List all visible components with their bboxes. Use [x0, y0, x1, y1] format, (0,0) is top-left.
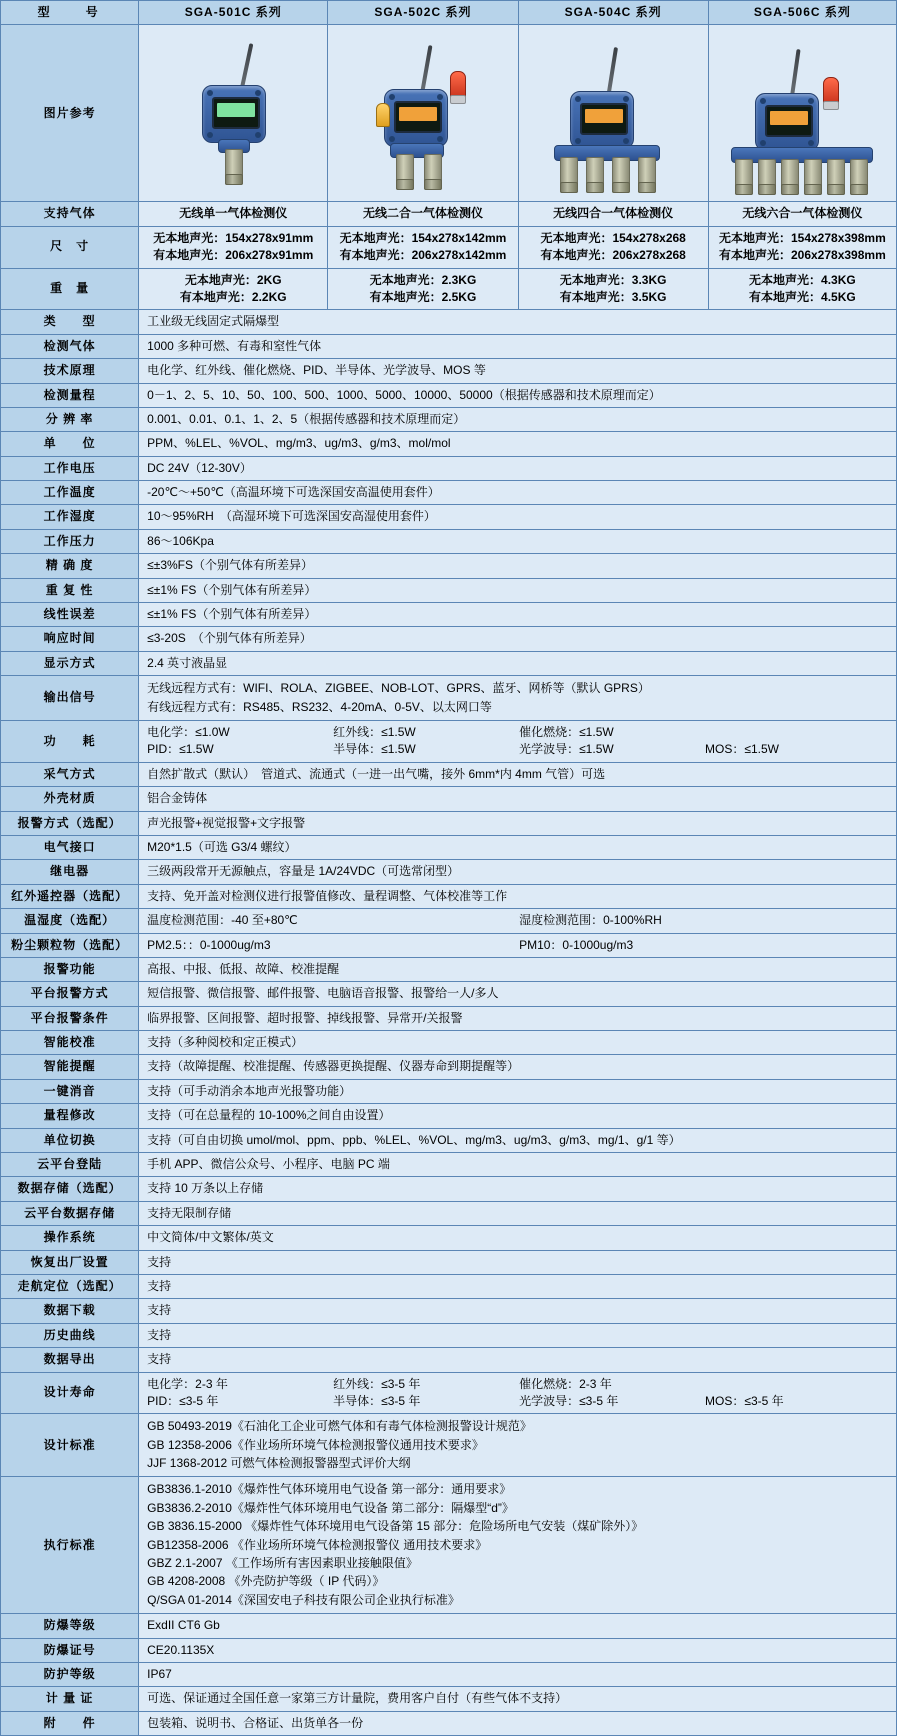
- table-row-platform-alarm-condition: [1, 1006, 897, 1030]
- row-label-ir-remote: 红外遥控器（选配）: [1, 884, 139, 908]
- dimensions-502c: 无本地声光：154x278x142mm 有本地声光：206x278x142mm: [328, 226, 518, 268]
- row-label-power: 功 耗: [1, 720, 139, 762]
- row-label-image: 图片参考: [1, 25, 139, 202]
- table-row-electrical-interface: [1, 835, 897, 859]
- table-row-models: [1, 1, 897, 25]
- row-label-supported-gas: 支持气体: [1, 202, 139, 226]
- row-label-range: 检测量程: [1, 383, 139, 407]
- dimensions-506c: 无本地声光：154x278x398mm 有本地声光：206x278x398mm: [708, 226, 896, 268]
- table-row-humidity: [1, 505, 897, 529]
- row-label-sampling: 采气方式: [1, 762, 139, 786]
- table-row-unit-switch: [1, 1128, 897, 1152]
- row-value-dust-option: PM2.5：：0-1000ug/m3 PM10：0-1000ug/m3: [139, 933, 897, 957]
- table-row-output-signal: [1, 676, 897, 721]
- sensor-probe: [638, 157, 656, 193]
- model-504c: SGA-504C 系列: [518, 1, 708, 25]
- row-label-platform-alarm-condition: 平台报警条件: [1, 1006, 139, 1030]
- table-row-ip-rating: [1, 1663, 897, 1687]
- row-value-os: 中文简体/中文繁体/英文: [139, 1226, 897, 1250]
- row-label-dust-option: 粉尘颗粒物（选配）: [1, 933, 139, 957]
- row-label-principle: 技术原理: [1, 359, 139, 383]
- table-row-images: [1, 25, 897, 202]
- row-label-history-curve: 历史曲线: [1, 1323, 139, 1347]
- weight-501c: 无本地声光：2KG 有本地声光：2.2KG: [139, 268, 328, 310]
- table-row-metrology-cert: [1, 1687, 897, 1711]
- table-row-linearity: [1, 603, 897, 627]
- sensor-probe: [225, 149, 243, 185]
- table-row-range-modify: [1, 1104, 897, 1128]
- table-row-accuracy: [1, 554, 897, 578]
- sensor-probe: [758, 159, 776, 195]
- row-value-cloud-storage: 支持无限制存储: [139, 1201, 897, 1225]
- row-value-detect-gas: 1000 多种可燃、有毒和窒性气体: [139, 334, 897, 358]
- device-illustration-4: [528, 33, 698, 193]
- model-501c: SGA-501C 系列: [139, 1, 328, 25]
- row-label-humidity: 工作湿度: [1, 505, 139, 529]
- row-value-housing: 铝合金铸体: [139, 787, 897, 811]
- weight-504c: 无本地声光：3.3KG 有本地声光：3.5KG: [518, 268, 708, 310]
- row-value-voltage: DC 24V（12-30V）: [139, 456, 897, 480]
- row-value-ir-remote: 支持、免开盖对检测仪进行报警值修改、量程调整、气体校准等工作: [139, 884, 897, 908]
- supported-gas-501c: 无线单一气体检测仪: [139, 202, 328, 226]
- table-row-os: [1, 1226, 897, 1250]
- table-row-temp-humidity-option: [1, 909, 897, 933]
- row-label-ex-rating: 防爆等级: [1, 1614, 139, 1638]
- table-row-data-export: [1, 1348, 897, 1372]
- supported-gas-502c: 无线二合一气体检测仪: [328, 202, 518, 226]
- weight-502c: 无本地声光：2.3KG 有本地声光：2.5KG: [328, 268, 518, 310]
- table-row-principle: [1, 359, 897, 383]
- row-label-accuracy: 精 确 度: [1, 554, 139, 578]
- row-value-range: 0－1、2、5、10、50、100、500、1000、5000、10000、50000（根据传感器和技术原理而定）: [139, 383, 897, 407]
- row-value-ex-cert: CE20.1135X: [139, 1638, 897, 1662]
- row-value-data-export: 支持: [139, 1348, 897, 1372]
- row-label-repeatability: 重 复 性: [1, 578, 139, 602]
- detector-head: [570, 91, 634, 149]
- row-label-data-storage: 数据存储（选配）: [1, 1177, 139, 1201]
- row-value-temperature: -20℃～+50℃（高温环境下可选深国安高温使用套件）: [139, 481, 897, 505]
- row-value-repeatability: ≤±1% FS（个别气体有所差异）: [139, 578, 897, 602]
- row-label-detect-gas: 检测气体: [1, 334, 139, 358]
- row-value-accuracy: ≤±3%FS（个别气体有所差异）: [139, 554, 897, 578]
- table-row-response-time: [1, 627, 897, 651]
- table-row-accessories: [1, 1711, 897, 1735]
- table-row-ex-rating: [1, 1614, 897, 1638]
- row-value-humidity: 10～95%RH （高湿环境下可选深国安高湿使用套件）: [139, 505, 897, 529]
- row-value-sampling: 自然扩散式（默认） 管道式、流通式（一进一出气嘴，接外 6mm*内 4mm 气管）可选: [139, 762, 897, 786]
- row-value-platform-alarm-condition: 临界报警、区间报警、超时报警、掉线报警、异常开/关报警: [139, 1006, 897, 1030]
- row-label-gps: 走航定位（选配）: [1, 1274, 139, 1298]
- row-value-range-modify: 支持（可在总量程的 10-100%之间自由设置）: [139, 1104, 897, 1128]
- row-value-factory-reset: 支持: [139, 1250, 897, 1274]
- row-value-principle: 电化学、红外线、催化燃烧、PID、半导体、光学波导、MOS 等: [139, 359, 897, 383]
- table-row-resolution: [1, 407, 897, 431]
- model-506c: SGA-506C 系列: [708, 1, 896, 25]
- device-image-504c: [518, 25, 708, 202]
- table-row-temperature: [1, 481, 897, 505]
- table-row-cloud-login: [1, 1153, 897, 1177]
- table-row-ex-cert: [1, 1638, 897, 1662]
- row-value-response-time: ≤3-20S （个别气体有所差异）: [139, 627, 897, 651]
- row-label-mute: 一键消音: [1, 1079, 139, 1103]
- row-value-pressure: 86～106Kpa: [139, 529, 897, 553]
- row-label-display: 显示方式: [1, 651, 139, 675]
- device-image-502c: [328, 25, 518, 202]
- row-label-os: 操作系统: [1, 1226, 139, 1250]
- row-label-temperature: 工作温度: [1, 481, 139, 505]
- table-row-mute: [1, 1079, 897, 1103]
- row-label-smart-reminder: 智能提醒: [1, 1055, 139, 1079]
- row-value-unit-switch: 支持（可自由切换 umol/mol、ppm、ppb、%LEL、%VOL、mg/m3、ug/m3、g/m3、mg/1、g/1 等）: [139, 1128, 897, 1152]
- table-row-alarm-mode: [1, 811, 897, 835]
- row-value-accessories: 包装箱、说明书、合格证、出货单各一份: [139, 1711, 897, 1735]
- table-row-ir-remote: [1, 884, 897, 908]
- row-value-relay: 三级两段常开无源触点，容量是 1A/24VDC（可选常闭型）: [139, 860, 897, 884]
- table-row-voltage: [1, 456, 897, 480]
- row-label-temp-humidity-option: 温湿度（选配）: [1, 909, 139, 933]
- alarm-beacon-icon: [823, 77, 839, 105]
- row-value-smart-calibration: 支持（多种阅校和定正模式）: [139, 1031, 897, 1055]
- row-label-unit-switch: 单位切换: [1, 1128, 139, 1152]
- row-value-display: 2.4 英寸液晶显: [139, 651, 897, 675]
- row-value-metrology-cert: 可选、保证通过全国任意一家第三方计量院，费用客户自付（有些气体不支持）: [139, 1687, 897, 1711]
- display-screen: [765, 105, 813, 137]
- row-value-gps: 支持: [139, 1274, 897, 1298]
- row-label-unit: 单 位: [1, 432, 139, 456]
- weight-506c: 无本地声光：4.3KG 有本地声光：4.5KG: [708, 268, 896, 310]
- row-label-output-signal: 输出信号: [1, 676, 139, 721]
- row-value-design-standard: GB 50493-2019《石油化工企业可燃气体和有毒气体检测报警设计规范》 GB 12358-2006《作业场所环境气体检测报警仪通用技术要求》 JJF 1368-2012 可燃气体检测报警器型式评价大纲: [139, 1414, 897, 1477]
- device-illustration-2: [338, 33, 508, 193]
- row-label-type: 类 型: [1, 310, 139, 334]
- table-row-alarm-function: [1, 957, 897, 981]
- row-label-alarm-function: 报警功能: [1, 957, 139, 981]
- table-row-dimensions: [1, 226, 897, 268]
- row-value-linearity: ≤±1% FS（个别气体有所差异）: [139, 603, 897, 627]
- row-label-accessories: 附 件: [1, 1711, 139, 1735]
- row-label-range-modify: 量程修改: [1, 1104, 139, 1128]
- table-row-power: [1, 720, 897, 762]
- row-value-data-storage: 支持 10 万条以上存储: [139, 1177, 897, 1201]
- sensor-probe: [781, 159, 799, 195]
- row-value-alarm-mode: 声光报警+视觉报警+文字报警: [139, 811, 897, 835]
- row-value-execution-standard: GB3836.1-2010《爆炸性气体环境用电气设备 第一部分：通用要求》 GB3836.2-2010《爆炸性气体环境用电气设备 第二部分：隔爆型“d”》 GB 3836.15-2000 《爆炸性气体环境用电气设备第 15 部分：危险场所电气安装（煤矿除外）》 GB12358-2006 《作业场所环境气体检测报警仪 通用技术要求》 GBZ 2.1-2007 《工作场所有害因素职业接触限值》 GB 4208-2008 《外壳防护等级（ IP 代码）》 Q/SGA 01-2014《深国安电子科技有限公司企业执行标准》: [139, 1477, 897, 1614]
- row-label-response-time: 响应时间: [1, 627, 139, 651]
- row-label-voltage: 工作电压: [1, 456, 139, 480]
- model-502c: SGA-502C 系列: [328, 1, 518, 25]
- row-label-data-export: 数据导出: [1, 1348, 139, 1372]
- row-value-platform-alarm-mode: 短信报警、微信报警、邮件报警、电脑语音报警、报警给一人/多人: [139, 982, 897, 1006]
- row-label-cloud-storage: 云平台数据存储: [1, 1201, 139, 1225]
- row-label-execution-standard: 执行标准: [1, 1477, 139, 1614]
- sensor-probe: [804, 159, 822, 195]
- table-row-weight: [1, 268, 897, 310]
- row-value-mute: 支持（可手动消余本地声光报警功能）: [139, 1079, 897, 1103]
- table-row-supported-gas: [1, 202, 897, 226]
- supported-gas-504c: 无线四合一气体检测仪: [518, 202, 708, 226]
- display-screen: [212, 97, 260, 129]
- sensor-probe: [396, 154, 414, 190]
- row-label-factory-reset: 恢复出厂设置: [1, 1250, 139, 1274]
- row-value-design-life: 电化学：2-3 年 红外线：≤3-5 年 催化燃烧：2-3 年 PID：≤3-5 年 半导体：≤3-5 年 光学波导：≤3-5 年 MOS：≤3-5 年: [139, 1372, 897, 1414]
- row-label-resolution: 分 辨 率: [1, 407, 139, 431]
- table-row-sampling: [1, 762, 897, 786]
- row-value-ex-rating: ExdII CT6 Gb: [139, 1614, 897, 1638]
- device-image-506c: [708, 25, 896, 202]
- table-row-type: [1, 310, 897, 334]
- table-row-cloud-storage: [1, 1201, 897, 1225]
- detector-head: [384, 89, 448, 147]
- row-label-platform-alarm-mode: 平台报警方式: [1, 982, 139, 1006]
- row-label-metrology-cert: 计 量 证: [1, 1687, 139, 1711]
- row-value-history-curve: 支持: [139, 1323, 897, 1347]
- table-row-relay: [1, 860, 897, 884]
- row-label-linearity: 线性误差: [1, 603, 139, 627]
- supported-gas-506c: 无线六合一气体检测仪: [708, 202, 896, 226]
- row-value-unit: PPM、%LEL、%VOL、mg/m3、ug/m3、g/m3、mol/mol: [139, 432, 897, 456]
- row-value-electrical-interface: M20*1.5（可选 G3/4 螺纹）: [139, 835, 897, 859]
- row-label-dimensions: 尺 寸: [1, 226, 139, 268]
- table-row-housing: [1, 787, 897, 811]
- row-label-design-life: 设计寿命: [1, 1372, 139, 1414]
- row-value-temp-humidity-option: 温度检测范围：-40 至+80℃ 湿度检测范围：0-100%RH: [139, 909, 897, 933]
- table-row-history-curve: [1, 1323, 897, 1347]
- table-row-design-standard: [1, 1414, 897, 1477]
- table-row-display: [1, 651, 897, 675]
- device-illustration-1: [148, 33, 318, 193]
- row-value-cloud-login: 手机 APP、微信公众号、小程序、电脑 PC 端: [139, 1153, 897, 1177]
- table-row-detect-gas: [1, 334, 897, 358]
- table-row-pressure: [1, 529, 897, 553]
- row-label-ex-cert: 防爆证号: [1, 1638, 139, 1662]
- display-screen: [580, 103, 628, 135]
- table-row-smart-reminder: [1, 1055, 897, 1079]
- dimensions-504c: 无本地声光：154x278x268 有本地声光：206x278x268: [518, 226, 708, 268]
- row-value-type: 工业级无线固定式隔爆型: [139, 310, 897, 334]
- row-value-alarm-function: 高报、中报、低报、故障、校准提醒: [139, 957, 897, 981]
- row-value-ip-rating: IP67: [139, 1663, 897, 1687]
- table-row-execution-standard: [1, 1477, 897, 1614]
- indicator-lamp-icon: [376, 103, 390, 127]
- device-illustration-6: [717, 33, 887, 193]
- sensor-probe: [612, 157, 630, 193]
- table-row-data-download: [1, 1299, 897, 1323]
- table-row-range: [1, 383, 897, 407]
- row-label-housing: 外壳材质: [1, 787, 139, 811]
- table-row-factory-reset: [1, 1250, 897, 1274]
- table-row-platform-alarm-mode: [1, 982, 897, 1006]
- row-value-resolution: 0.001、0.01、0.1、1、2、5（根据传感器和技术原理而定）: [139, 407, 897, 431]
- row-label-weight: 重 量: [1, 268, 139, 310]
- row-value-power: 电化学：≤1.0W 红外线：≤1.5W 催化燃烧：≤1.5W PID：≤1.5W 半导体：≤1.5W 光学波导：≤1.5W MOS：≤1.5W: [139, 720, 897, 762]
- table-row-repeatability: [1, 578, 897, 602]
- dimensions-501c: 无本地声光：154x278x91mm 有本地声光：206x278x91mm: [139, 226, 328, 268]
- row-label-ip-rating: 防护等级: [1, 1663, 139, 1687]
- row-value-smart-reminder: 支持（故障提醒、校准提醒、传感器更换提醒、仪器寿命到期提醒等）: [139, 1055, 897, 1079]
- table-row-smart-calibration: [1, 1031, 897, 1055]
- row-label-smart-calibration: 智能校准: [1, 1031, 139, 1055]
- table-row-data-storage: [1, 1177, 897, 1201]
- sensor-probe: [560, 157, 578, 193]
- row-label-relay: 继电器: [1, 860, 139, 884]
- sensor-probe: [735, 159, 753, 195]
- alarm-beacon-icon: [450, 71, 466, 99]
- row-value-output-signal: 无线远程方式有：WIFI、ROLA、ZIGBEE、NOB-LOT、GPRS、蓝牙、网桥等（默认 GPRS） 有线远程方式有：RS485、RS232、4-20mA、0-5V、以太网口等: [139, 676, 897, 721]
- detector-head: [202, 85, 266, 143]
- sensor-probe: [827, 159, 845, 195]
- table-row-dust-option: [1, 933, 897, 957]
- display-screen: [394, 101, 442, 133]
- row-label-alarm-mode: 报警方式（选配）: [1, 811, 139, 835]
- row-label-model: 型 号: [1, 1, 139, 25]
- detector-head: [755, 93, 819, 151]
- table-row-gps: [1, 1274, 897, 1298]
- row-label-pressure: 工作压力: [1, 529, 139, 553]
- row-label-electrical-interface: 电气接口: [1, 835, 139, 859]
- table-row-unit: [1, 432, 897, 456]
- sensor-probe: [850, 159, 868, 195]
- device-image-501c: [139, 25, 328, 202]
- table-row-design-life: [1, 1372, 897, 1414]
- row-label-data-download: 数据下载: [1, 1299, 139, 1323]
- row-label-design-standard: 设计标准: [1, 1414, 139, 1477]
- sensor-probe: [424, 154, 442, 190]
- sensor-probe: [586, 157, 604, 193]
- row-value-data-download: 支持: [139, 1299, 897, 1323]
- row-label-cloud-login: 云平台登陆: [1, 1153, 139, 1177]
